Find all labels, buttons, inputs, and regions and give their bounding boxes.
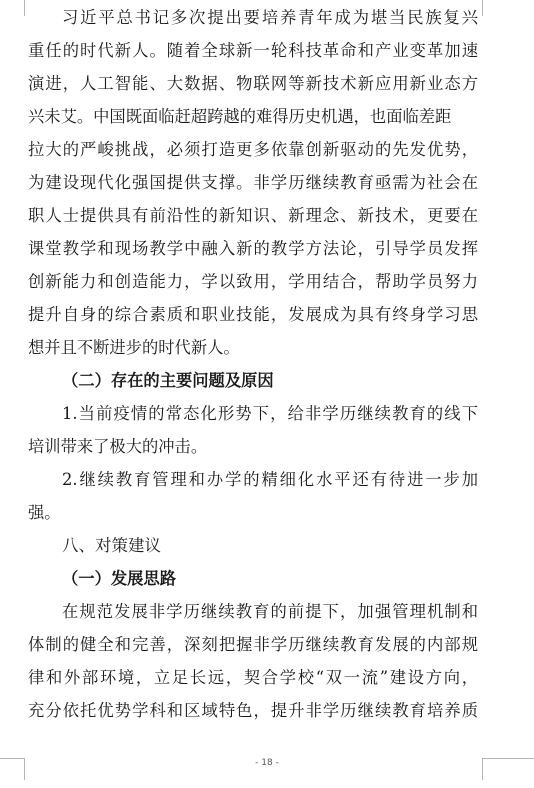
paragraph-line: 兴未艾。中国既面临赶超跨越的难得历史机遇，也面临差距: [28, 107, 452, 126]
crop-mark-top-left: [24, 0, 26, 16]
paragraph-line: 充分依托优势学科和区域特色，提升非学历继续教育培养质: [28, 701, 478, 720]
paragraph-line: 重任的时代新人。随着全球新一轮科技革命和产业变革加速: [28, 41, 478, 60]
list-item-line: 培训带来了极大的冲击。: [28, 437, 208, 456]
paragraph-line: 课堂教学和现场教学中融入新的教学方法论，引导学员发挥: [28, 239, 478, 258]
page-number: - 18 -: [255, 758, 279, 768]
paragraph-line: 创新能力和创造能力，学以致用，学用结合，帮助学员努力: [28, 272, 478, 291]
paragraph-line: 为建设现代化强国提供支撑。非学历继续教育亟需为社会在: [28, 173, 478, 192]
paragraph-line: 拉大的严峻挑战，必须打造更多依靠创新驱动的先发优势，: [28, 140, 478, 159]
chapter-heading: 八、对策建议: [62, 536, 161, 555]
section-heading: （二）存在的主要问题及原因: [62, 371, 274, 390]
paragraph-line: 提升自身的综合素质和职业技能，发展成为具有终身学习思: [28, 305, 478, 324]
paragraph-line: 在规范发展非学历继续教育的前提下，加强管理机制和: [62, 602, 478, 621]
list-item-line: 强。: [28, 503, 61, 522]
paragraph-line: 演进，人工智能、大数据、物联网等新技术新应用新业态方: [28, 74, 478, 93]
list-item-line: 1.当前疫情的常态化形势下，给非学历继续教育的线下: [62, 404, 478, 423]
paragraph-line: 职人士提供具有前沿性的新知识、新理念、新技术，更要在: [28, 206, 478, 225]
section-heading: （一）发展思路: [62, 569, 176, 588]
paragraph-line: 体制的健全和完善，深刻把握非学历继续教育发展的内部规: [28, 635, 478, 654]
paragraph-line: 律和外部环境，立足长远，契合学校“双一流”建设方向，: [28, 668, 478, 687]
list-item-line: 2.继续教育管理和办学的精细化水平还有待进一步加: [62, 470, 478, 489]
crop-mark-top-right: [482, 0, 484, 16]
paragraph-line: 想并且不断进步的时代新人。: [28, 338, 240, 357]
paragraph-line: 习近平总书记多次提出要培养青年成为堪当民族复兴: [62, 8, 478, 27]
